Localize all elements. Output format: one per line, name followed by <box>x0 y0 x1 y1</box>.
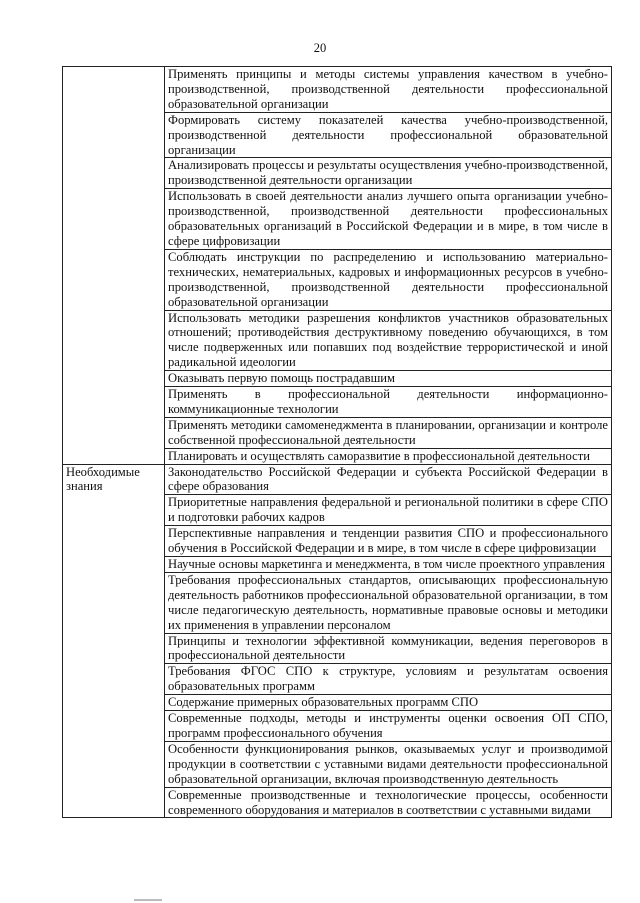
skill-item: Применять принципы и методы системы управления качеством в учебно-производственной, производственной деятельности профессиональной образовательной организации <box>165 67 612 113</box>
knowledge-item: Законодательство Российской Федерации и субъекта Российской Федерации в сфере образования <box>165 464 612 495</box>
knowledge-item: Современные производственные и технологические процессы, особенности современного оборудования и материалов в соответствии с уставными видами <box>165 787 612 818</box>
skill-item: Использовать в своей деятельности анализ лучшего опыта организации учебно-производственной, производственной деятельности профессиональных образовательных организаций в Российской Федерации и в мире, в том числе в сфере цифровизации <box>165 189 612 250</box>
skill-item: Использовать методики разрешения конфликтов участников образовательных отношений; противодействия деструктивному поведению обучающихся, в том числе подверженных или попавших под воздействие террористической и иной радикальной идеологии <box>165 310 612 371</box>
knowledge-item: Современные подходы, методы и инструменты оценки освоения ОП СПО, программ профессионального обучения <box>165 711 612 742</box>
page-number: 20 <box>313 41 327 55</box>
knowledge-item: Особенности функционирования рынков, оказываемых услуг и производимой продукции в соответствии с уставными видами деятельности профессиональной образовательной организации, включая производственную деятельность <box>165 741 612 787</box>
knowledge-item: Содержание примерных образовательных программ СПО <box>165 695 612 711</box>
knowledge-label: Необходимые знания <box>66 464 140 494</box>
skill-item: Планировать и осуществлять саморазвитие в профессиональной деятельности <box>165 448 612 464</box>
knowledge-item: Принципы и технологии эффективной коммуникации, ведения переговоров в профессиональной деятельности <box>165 633 612 664</box>
knowledge-item: Требования ФГОС СПО к структуре, условиям и результатам освоения образовательных программ <box>165 664 612 695</box>
skill-item: Соблюдать инструкции по распределению и использованию материально-технических, нематериальных, кадровых и информационных ресурсов в учебно-производственной, производственной деятельности профессиональной образовательной организации <box>165 249 612 310</box>
skill-item: Оказывать первую помощь пострадавшим <box>165 371 612 387</box>
skill-item: Применять методики самоменеджмента в планировании, организации и контроле собственной профессиональной деятельности <box>165 417 612 448</box>
knowledge-item: Требования профессиональных стандартов, описывающих профессиональную деятельность работников профессиональной образовательной организации, в том числе педагогическую деятельность, нормативные правовые основы и методики их применения в управлении персоналом <box>165 572 612 633</box>
scan-edge <box>0 893 640 903</box>
skill-item: Применять в профессиональной деятельности информационно-коммуникационные технологии <box>165 387 612 418</box>
knowledge-item: Приоритетные направления федеральной и региональной политики в сфере СПО и подготовки рабочих кадров <box>165 495 612 526</box>
skill-item: Анализировать процессы и результаты осуществления учебно-производственной, производственной деятельности организации <box>165 158 612 189</box>
skill-item: Формировать систему показателей качества учебно-производственной, производственной деятельности профессиональной образовательной организации <box>165 112 612 158</box>
requirements-table <box>62 66 612 818</box>
knowledge-item: Перспективные направления и тенденции развития СПО и профессионального обучения в Российской Федерации и в мире, в том числе в сфере цифровизации <box>165 526 612 557</box>
knowledge-item: Научные основы маркетинга и менеджмента, в том числе проектного управления <box>165 557 612 573</box>
scan-mark <box>134 899 162 901</box>
table-row <box>63 67 612 113</box>
skills-label-cell <box>63 67 165 465</box>
knowledge-label-cell <box>63 464 165 818</box>
table-row <box>63 464 612 495</box>
